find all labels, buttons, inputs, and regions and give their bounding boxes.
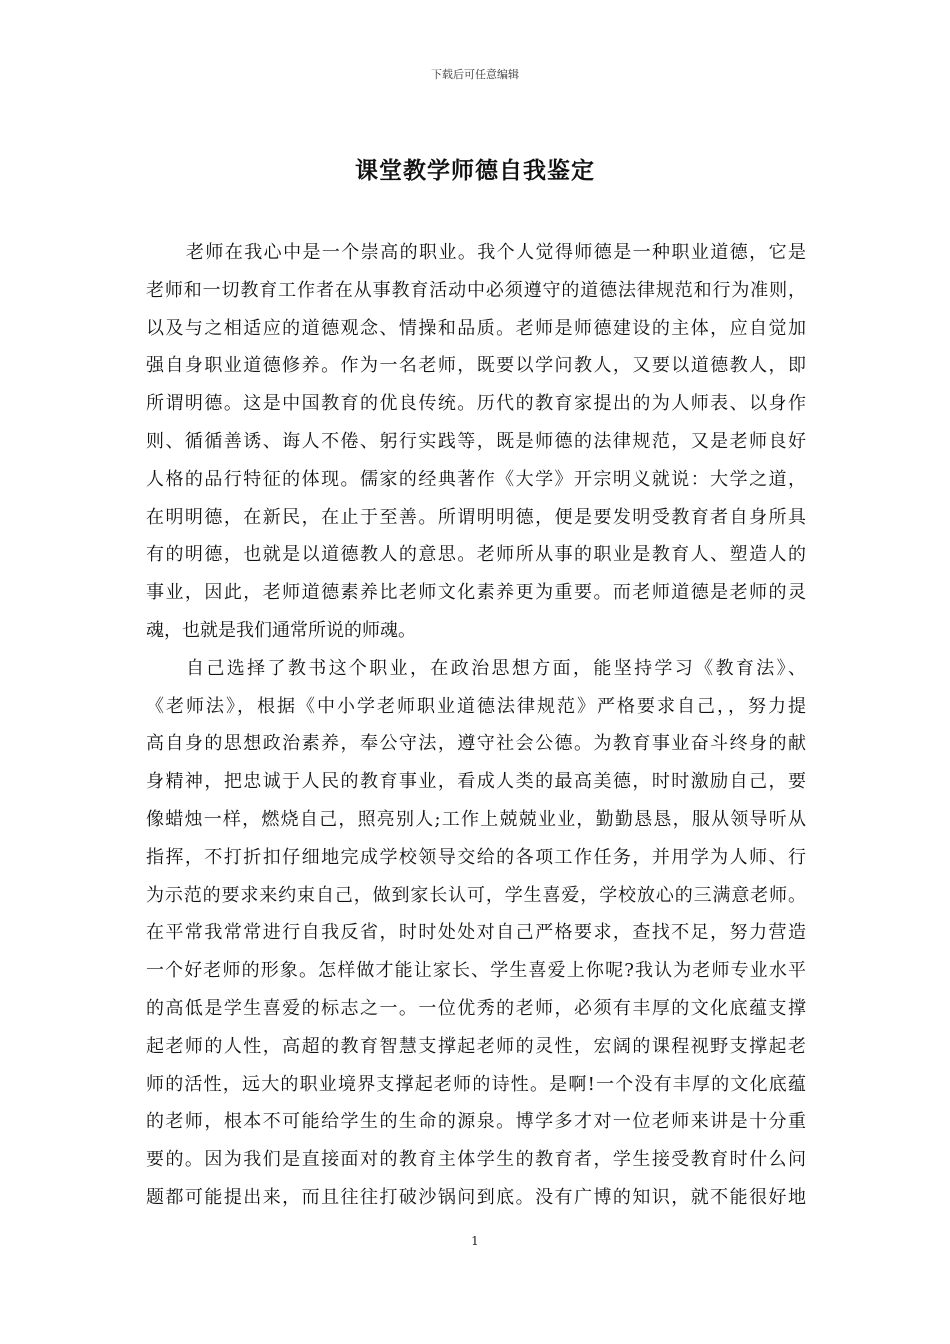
- text-line: 所谓明德。这是中国教育的优良传统。历代的教育家提出的为人师表、以身作: [146, 393, 806, 415]
- document-title: 课堂教学师德自我鉴定: [355, 158, 595, 184]
- header-note: 下载后可任意编辑: [431, 68, 519, 81]
- text-line: 魂，也就是我们通常所说的师魂。: [146, 619, 416, 641]
- text-line: 老师在我心中是一个崇高的职业。我个人觉得师德是一种职业道德，它是: [186, 242, 806, 263]
- text-line: 《老师法》，根据《中小学老师职业道德法律规范》严格要求自己，，努力提: [146, 695, 806, 717]
- text-line: 强自身职业道德修养。作为一名老师，既要以学问教人，又要以道德教人，即: [146, 355, 806, 377]
- text-line: 在平常我常常进行自我反省，时时处处对自己严格要求，查找不足，努力营造: [146, 922, 806, 944]
- text-line: 起老师的人性，高超的教育智慧支撑起老师的灵性，宏阔的课程视野支撑起老: [146, 1035, 806, 1057]
- text-line: 则、循循善诱、诲人不倦、躬行实践等，既是师德的法律规范，又是老师良好: [146, 430, 806, 452]
- text-line: 题都可能提出来，而且往往打破沙锅问到底。没有广博的知识，就不能很好地: [146, 1186, 806, 1208]
- text-line: 师的活性，远大的职业境界支撑起老师的诗性。是啊!一个没有丰厚的文化底蕴: [146, 1073, 806, 1095]
- text-line: 为示范的要求来约束自己，做到家长认可，学生喜爱，学校放心的三满意老师。: [146, 884, 806, 906]
- text-line: 的老师，根本不可能给学生的生命的源泉。博学多才对一位老师来讲是十分重: [146, 1111, 806, 1133]
- text-line: 要的。因为我们是直接面对的教育主体学生的教育者，学生接受教育时什么问: [146, 1149, 806, 1171]
- text-line: 的高低是学生喜爱的标志之一。一位优秀的老师，必须有丰厚的文化底蕴支撑: [146, 997, 806, 1019]
- text-line: 指挥，不打折扣仔细地完成学校领导交给的各项工作任务，并用学为人师、行: [146, 846, 806, 868]
- text-line: 一个好老师的形象。怎样做才能让家长、学生喜爱上你呢?我认为老师专业水平: [146, 960, 806, 982]
- text-line: 事业，因此，老师道德素养比老师文化素养更为重要。而老师道德是老师的灵: [146, 582, 806, 604]
- text-line: 身精神，把忠诚于人民的教育事业，看成人类的最高美德，时时激励自己，要: [146, 771, 806, 793]
- text-line: 人格的品行特征的体现。儒家的经典著作《大学》开宗明义就说：大学之道，: [146, 468, 806, 490]
- text-line: 高自身的思想政治素养，奉公守法，遵守社会公德。为教育事业奋斗终身的献: [146, 733, 806, 755]
- text-line: 像蜡烛一样，燃烧自己，照亮别人;工作上兢兢业业，勤勤恳恳，服从领导听从: [146, 808, 806, 830]
- document-body: [146, 234, 806, 1217]
- text-line: 在明明德，在新民，在止于至善。所谓明明德，便是要发明受教育者自身所具: [146, 506, 806, 528]
- paragraph-2: [146, 650, 806, 1217]
- page-number: 1: [471, 1234, 479, 1248]
- text-line: 老师和一切教育工作者在从事教育活动中必须遵守的道德法律规范和行为准则，: [146, 279, 806, 301]
- text-line: 有的明德，也就是以道德教人的意思。老师所从事的职业是教育人、塑造人的: [146, 544, 806, 566]
- text-line: 以及与之相适应的道德观念、情操和品质。老师是师德建设的主体，应自觉加: [146, 317, 806, 339]
- text-line: 自己选择了教书这个职业，在政治思想方面，能坚持学习《教育法》、: [186, 657, 806, 679]
- paragraph-1: [146, 234, 806, 650]
